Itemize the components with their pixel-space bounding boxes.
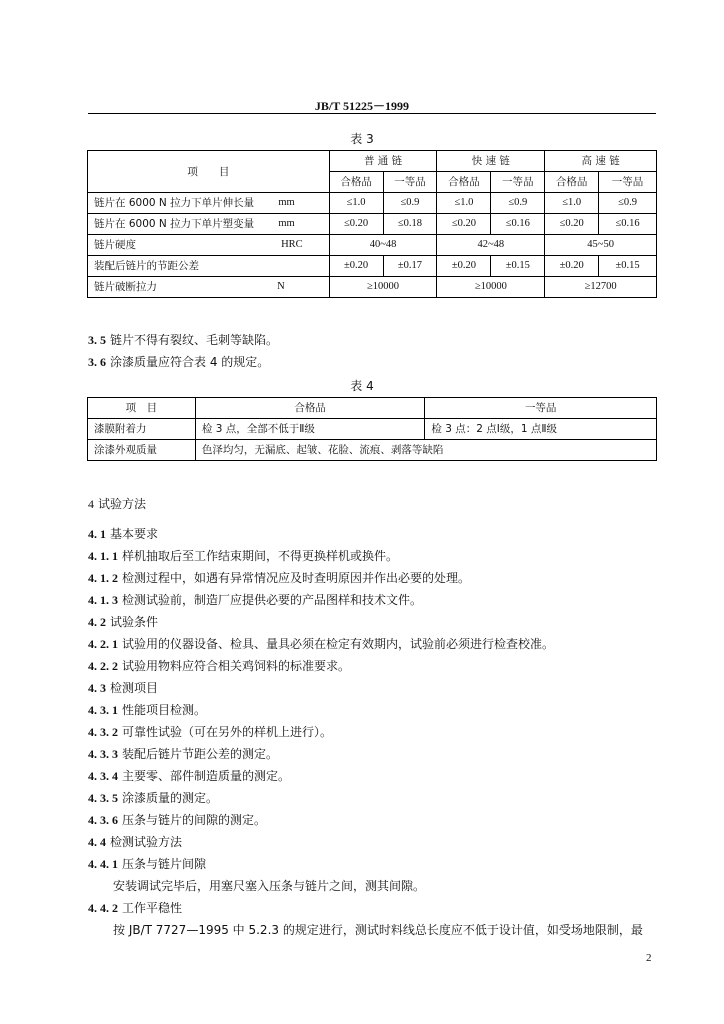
table-cell: ≤0.9 bbox=[491, 193, 545, 214]
clause-number: 4. 3. 4 bbox=[88, 769, 118, 783]
table-cell: ≤0.16 bbox=[599, 214, 657, 235]
table-cell-merged: 色泽均匀，无漏底、起皱、花脸、流痕、剥落等缺陷 bbox=[195, 440, 656, 461]
table3-item-header: 项 目 bbox=[88, 151, 330, 193]
clause-number: 4. 3. 2 bbox=[88, 725, 118, 739]
section-title-text: 试验方法 bbox=[98, 497, 147, 511]
paragraph-line bbox=[88, 789, 218, 806]
table-cell: ≤1.0 bbox=[545, 193, 599, 214]
table3-group-header: 高 速 链 bbox=[545, 151, 657, 172]
row-label: 链片硬度 bbox=[94, 239, 136, 251]
row-label: 链片在 6000 N 拉力下单片伸长量 bbox=[94, 197, 255, 209]
clause-number: 3. 6 bbox=[88, 355, 106, 369]
table-cell: ±0.15 bbox=[599, 256, 657, 277]
clause-number: 4. 4 bbox=[88, 835, 106, 849]
table-row bbox=[88, 440, 657, 461]
table4-header: 项 目 bbox=[88, 398, 196, 419]
row-unit: HRC bbox=[281, 239, 303, 250]
clause-number: 4. 4. 1 bbox=[88, 857, 118, 871]
row-unit: mm bbox=[278, 218, 295, 229]
table-cell: 漆膜附着力 bbox=[88, 419, 196, 440]
section-title bbox=[88, 495, 146, 512]
clause-text: 试验条件 bbox=[110, 615, 159, 629]
clause-number: 3. 5 bbox=[88, 333, 106, 347]
clause-text: 检测项目 bbox=[110, 681, 159, 695]
table-cell: ≤1.0 bbox=[437, 193, 491, 214]
clause-number: 4. 1 bbox=[88, 527, 106, 541]
row-label: 链片在 6000 N 拉力下单片塑变量 bbox=[94, 218, 255, 230]
clause-text: 链片不得有裂纹、毛刺等缺陷。 bbox=[110, 333, 279, 347]
paragraph-line bbox=[88, 331, 278, 348]
clause-number: 4. 1. 2 bbox=[88, 571, 118, 585]
table-cell-merged: 40~48 bbox=[329, 235, 437, 256]
clause-text: 检测过程中，如遇有异常情况应及时查明原因并作出必要的处理。 bbox=[122, 571, 471, 585]
table3-grade-header: 一等品 bbox=[383, 172, 437, 193]
clause-number: 4. 3. 5 bbox=[88, 791, 118, 805]
clause-number: 4. 2. 2 bbox=[88, 659, 118, 673]
paragraph-line bbox=[88, 767, 290, 784]
clause-number: 4. 3. 6 bbox=[88, 813, 118, 827]
paragraph-line bbox=[88, 723, 332, 740]
paragraph-line bbox=[88, 591, 422, 608]
row-label: 链片破断拉力 bbox=[94, 281, 157, 293]
table-cell-merged: 45~50 bbox=[545, 235, 657, 256]
clause-text: 主要零、部件制造质量的测定。 bbox=[122, 769, 291, 783]
paragraph-line bbox=[88, 635, 554, 652]
table-cell: ≤0.9 bbox=[599, 193, 657, 214]
clause-text: 压条与链片的间隙的测定。 bbox=[122, 813, 267, 827]
paragraph-line bbox=[88, 855, 206, 872]
paragraph-line bbox=[88, 679, 158, 696]
clause-text: 检测试验方法 bbox=[110, 835, 183, 849]
table4-header: 一等品 bbox=[425, 398, 657, 419]
paragraph-line bbox=[88, 701, 206, 718]
table3 bbox=[87, 150, 657, 298]
clause-number: 4. 3 bbox=[88, 681, 106, 695]
clause-text: 试验用的仪器设备、检具、量具必须在检定有效期内，试验前必须进行检查校准。 bbox=[122, 637, 555, 651]
paragraph-line bbox=[88, 613, 158, 630]
row-label: 装配后链片的节距公差 bbox=[94, 260, 199, 272]
clause-text: 压条与链片间隙 bbox=[122, 857, 207, 871]
clause-text: 工作平稳性 bbox=[122, 901, 183, 915]
paragraph-body bbox=[113, 921, 643, 938]
document-code-header: JB/T 51225－1999 bbox=[314, 99, 410, 113]
clause-number: 4. 4. 2 bbox=[88, 901, 118, 915]
table-row bbox=[88, 214, 657, 235]
table-cell: ≤0.9 bbox=[383, 193, 437, 214]
paragraph-line bbox=[88, 833, 182, 850]
paragraph-line bbox=[88, 811, 266, 828]
clause-text: 涂漆质量应符合表 4 的规定。 bbox=[110, 355, 270, 369]
table-cell-merged: ≥10000 bbox=[437, 277, 545, 298]
table-cell: ≤0.20 bbox=[437, 214, 491, 235]
clause-text: 安装调试完毕后，用塞尺塞入压条与链片之间，测其间隙。 bbox=[113, 879, 426, 893]
table-cell: 检 3 点，全部不低于Ⅱ级 bbox=[195, 419, 425, 440]
table4-caption: 表 4 bbox=[350, 379, 374, 393]
clause-text: 基本要求 bbox=[110, 527, 159, 541]
header-rule bbox=[88, 113, 656, 114]
clause-text: 装配后链片节距公差的测定。 bbox=[122, 747, 279, 761]
paragraph-line bbox=[88, 657, 350, 674]
paragraph-line bbox=[88, 745, 278, 762]
table-cell: ≤0.20 bbox=[545, 214, 599, 235]
clause-number: 4. 1. 3 bbox=[88, 593, 118, 607]
table3-group-header: 普 通 链 bbox=[329, 151, 437, 172]
paragraph-line bbox=[88, 899, 182, 916]
table-cell: ≤1.0 bbox=[329, 193, 383, 214]
table-cell: 检 3 点：2 点Ⅰ级，1 点Ⅱ级 bbox=[425, 419, 657, 440]
table-cell: ≤0.18 bbox=[383, 214, 437, 235]
clause-number: 4. 3. 3 bbox=[88, 747, 118, 761]
row-unit: mm bbox=[278, 197, 295, 208]
table3-grade-header: 一等品 bbox=[491, 172, 545, 193]
clause-text: 可靠性试验（可在另外的样机上进行）。 bbox=[122, 725, 333, 739]
clause-number: 4. 3. 1 bbox=[88, 703, 118, 717]
table3-caption: 表 3 bbox=[350, 132, 374, 146]
paragraph-line bbox=[88, 525, 158, 542]
table3-grade-header: 合格品 bbox=[437, 172, 491, 193]
paragraph-body bbox=[113, 877, 425, 894]
clause-text: 涂漆质量的测定。 bbox=[122, 791, 219, 805]
table-row bbox=[88, 277, 657, 298]
table-cell: ≤0.16 bbox=[491, 214, 545, 235]
table-cell: 涂漆外观质量 bbox=[88, 440, 196, 461]
table-cell: ±0.20 bbox=[329, 256, 383, 277]
paragraph-line bbox=[88, 353, 269, 370]
table3-grade-header: 一等品 bbox=[599, 172, 657, 193]
table-row bbox=[88, 235, 657, 256]
table-cell: ±0.17 bbox=[383, 256, 437, 277]
paragraph-line bbox=[88, 569, 470, 586]
table-cell-merged: 42~48 bbox=[437, 235, 545, 256]
table-row bbox=[88, 193, 657, 214]
table4-header: 合格品 bbox=[195, 398, 425, 419]
clause-text: 样机抽取后至工作结束期间，不得更换样机或换件。 bbox=[122, 549, 399, 563]
table4 bbox=[87, 397, 657, 461]
clause-text: 按 JB/T 7727—1995 中 5.2.3 的规定进行，测试时料线总长度应不低于设计值，如受场地限制，最 bbox=[113, 923, 643, 937]
clause-number: 4. 1. 1 bbox=[88, 549, 118, 563]
section-number: 4 bbox=[88, 497, 94, 511]
page-number: 2 bbox=[646, 952, 652, 964]
paragraph-line bbox=[88, 547, 398, 564]
table3-grade-header: 合格品 bbox=[545, 172, 599, 193]
clause-text: 检测试验前，制造厂应提供必要的产品图样和技术文件。 bbox=[122, 593, 423, 607]
clause-text: 试验用物料应符合相关鸡饲料的标准要求。 bbox=[122, 659, 351, 673]
table-cell-merged: ≥10000 bbox=[329, 277, 437, 298]
clause-number: 4. 2. 1 bbox=[88, 637, 118, 651]
table3-grade-header: 合格品 bbox=[329, 172, 383, 193]
table-row bbox=[88, 419, 657, 440]
table-cell: ±0.20 bbox=[437, 256, 491, 277]
clause-text: 性能项目检测。 bbox=[122, 703, 207, 717]
table-cell-merged: ≥12700 bbox=[545, 277, 657, 298]
table-cell: ±0.20 bbox=[545, 256, 599, 277]
table-row bbox=[88, 256, 657, 277]
table-cell: ≤0.20 bbox=[329, 214, 383, 235]
table-cell: ±0.15 bbox=[491, 256, 545, 277]
clause-number: 4. 2 bbox=[88, 615, 106, 629]
row-unit: N bbox=[277, 281, 285, 292]
table3-group-header: 快 速 链 bbox=[437, 151, 545, 172]
